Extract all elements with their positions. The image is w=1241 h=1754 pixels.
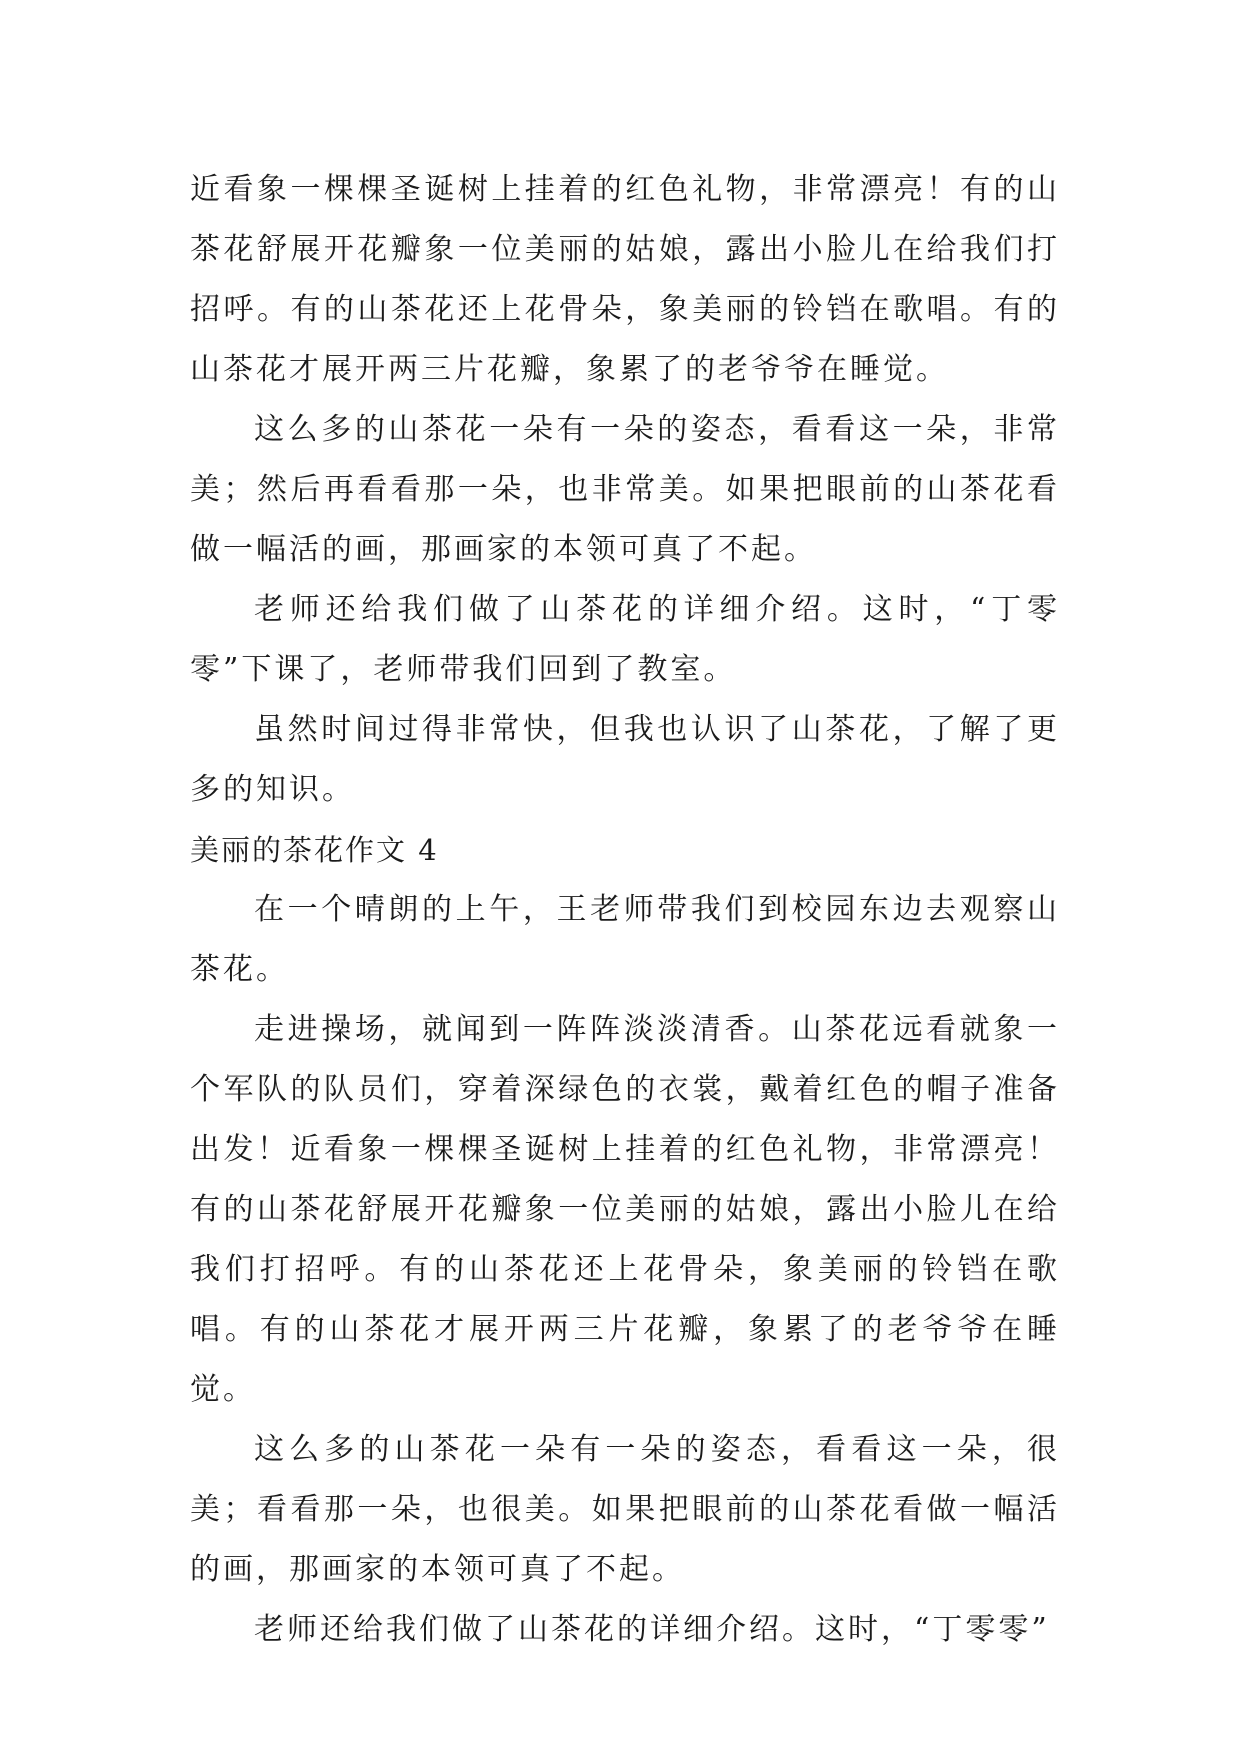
- paragraph-4: 虽然时间过得非常快，但我也认识了山茶花，了解了更多的知识。: [190, 712, 1060, 807]
- paragraph-3: 老师还给我们做了山茶花的详细介绍。这时，“丁零零”下课了，老师带我们回到了教室。: [190, 592, 1060, 687]
- document-page: [190, 160, 1060, 1660]
- paragraph-2: 这么多的山茶花一朵有一朵的姿态，看看这一朵，非常美；然后再看看那一朵，也非常美。如果把眼前的山茶花看做一幅活的画，那画家的本领可真了不起。: [190, 412, 1060, 567]
- section-heading: 美丽的茶花作文 4: [190, 833, 439, 867]
- paragraph-1: 近看象一棵棵圣诞树上挂着的红色礼物，非常漂亮！有的山茶花舒展开花瓣象一位美丽的姑娘，露出小脸儿在给我们打招呼。有的山茶花还上花骨朵，象美丽的铃铛在歌唱。有的山茶花才展开两三片花瓣，象累了的老爷爷在睡觉。: [190, 172, 1060, 387]
- paragraph-8: 老师还给我们做了山茶花的详细介绍。这时，“丁零零”: [254, 1612, 1050, 1647]
- paragraph-7: 这么多的山茶花一朵有一朵的姿态，看看这一朵，很美；看看那一朵，也很美。如果把眼前的山茶花看做一幅活的画，那画家的本领可真了不起。: [190, 1432, 1060, 1587]
- paragraph-6: 走进操场，就闻到一阵阵淡淡清香。山茶花远看就象一个军队的队员们，穿着深绿色的衣裳，戴着红色的帽子准备出发！近看象一棵棵圣诞树上挂着的红色礼物，非常漂亮！有的山茶花舒展开花瓣象一位美丽的姑娘，露出小脸儿在给我们打招呼。有的山茶花还上花骨朵，象美丽的铃铛在歌唱。有的山茶花才展开两三片花瓣，象累了的老爷爷在睡觉。: [190, 1012, 1060, 1407]
- paragraph-5: 在一个晴朗的上午，王老师带我们到校园东边去观察山茶花。: [190, 892, 1060, 987]
